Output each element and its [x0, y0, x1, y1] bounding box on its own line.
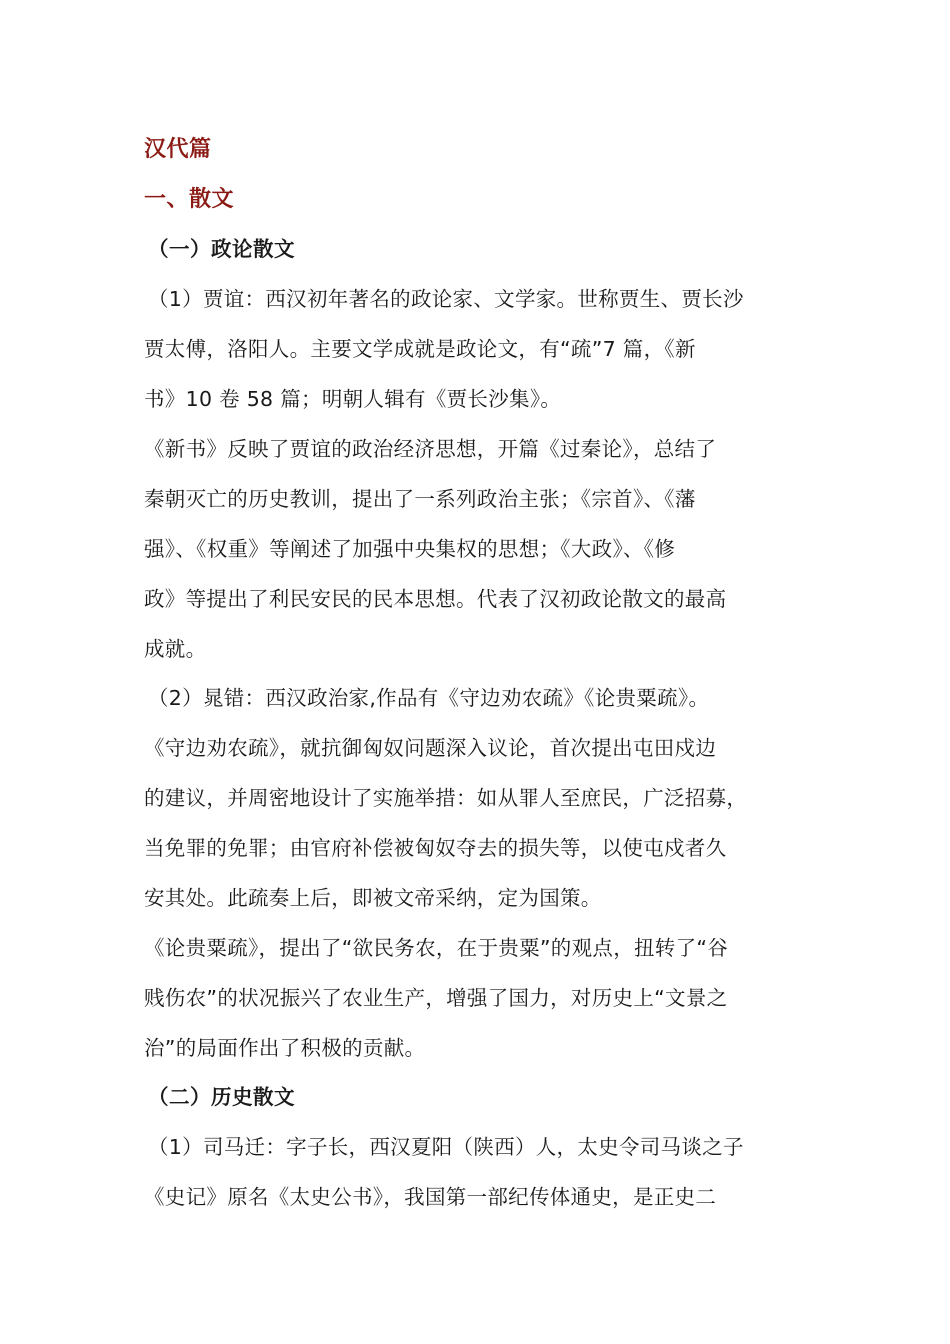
subsection-heading-political-prose: （一）政论散文	[148, 237, 295, 261]
paragraph-line: 强》、《权重》等阐述了加强中央集权的思想；《大政》、《修	[144, 537, 676, 561]
document-title: 汉代篇	[144, 137, 212, 162]
paragraph-line: 贱伤农”的状况振兴了农业生产，增强了国力，对历史上“文景之	[144, 986, 728, 1010]
paragraph-line: （2）晁错：西汉政治家,作品有《守边劝农疏》《论贵粟疏》。	[148, 686, 710, 710]
paragraph-line: 《史记》原名《太史公书》，我国第一部纪传体通史，是正史二	[144, 1185, 717, 1209]
paragraph-line: 当免罪的免罪；由官府补偿被匈奴夺去的损失等，以使屯戍者久	[144, 836, 727, 860]
paragraph-line: 的建议，并周密地设计了实施举措：如从罪人至庶民，广泛招募，	[144, 786, 748, 810]
paragraph-line: 《新书》反映了贾谊的政治经济思想，开篇《过秦论》，总结了	[144, 437, 717, 461]
subsection-heading-historical-prose: （二）历史散文	[148, 1085, 295, 1109]
paragraph-line: 《论贵粟疏》，提出了“欲民务农，在于贵粟”的观点，扭转了“谷	[144, 936, 729, 960]
paragraph-line: （1）贾谊：西汉初年著名的政论家、文学家。世称贾生、贾长沙	[148, 287, 744, 311]
paragraph-line: 秦朝灭亡的历史教训，提出了一系列政治主张；《宗首》、《藩	[144, 487, 696, 511]
section-heading-prose: 一、散文	[144, 187, 235, 212]
paragraph-line: 贾太傅，洛阳人。主要文学成就是政论文，有“疏”7 篇，《新	[144, 337, 696, 361]
paragraph-line: 政》等提出了利民安民的民本思想。代表了汉初政论散文的最高	[144, 587, 727, 611]
paragraph-line: （1）司马迁：字子长，西汉夏阳（陕西）人，太史令司马谈之子	[148, 1135, 744, 1159]
paragraph-line: 成就。	[144, 637, 207, 661]
paragraph-line: 书》10 卷 58 篇；明朝人辑有《贾长沙集》。	[144, 387, 562, 411]
paragraph-line: 安其处。此疏奏上后，即被文帝采纳，定为国策。	[144, 886, 602, 910]
paragraph-line: 《守边劝农疏》，就抗御匈奴问题深入议论，首次提出屯田戍边	[144, 736, 717, 760]
paragraph-line: 治”的局面作出了积极的贡献。	[144, 1036, 426, 1060]
